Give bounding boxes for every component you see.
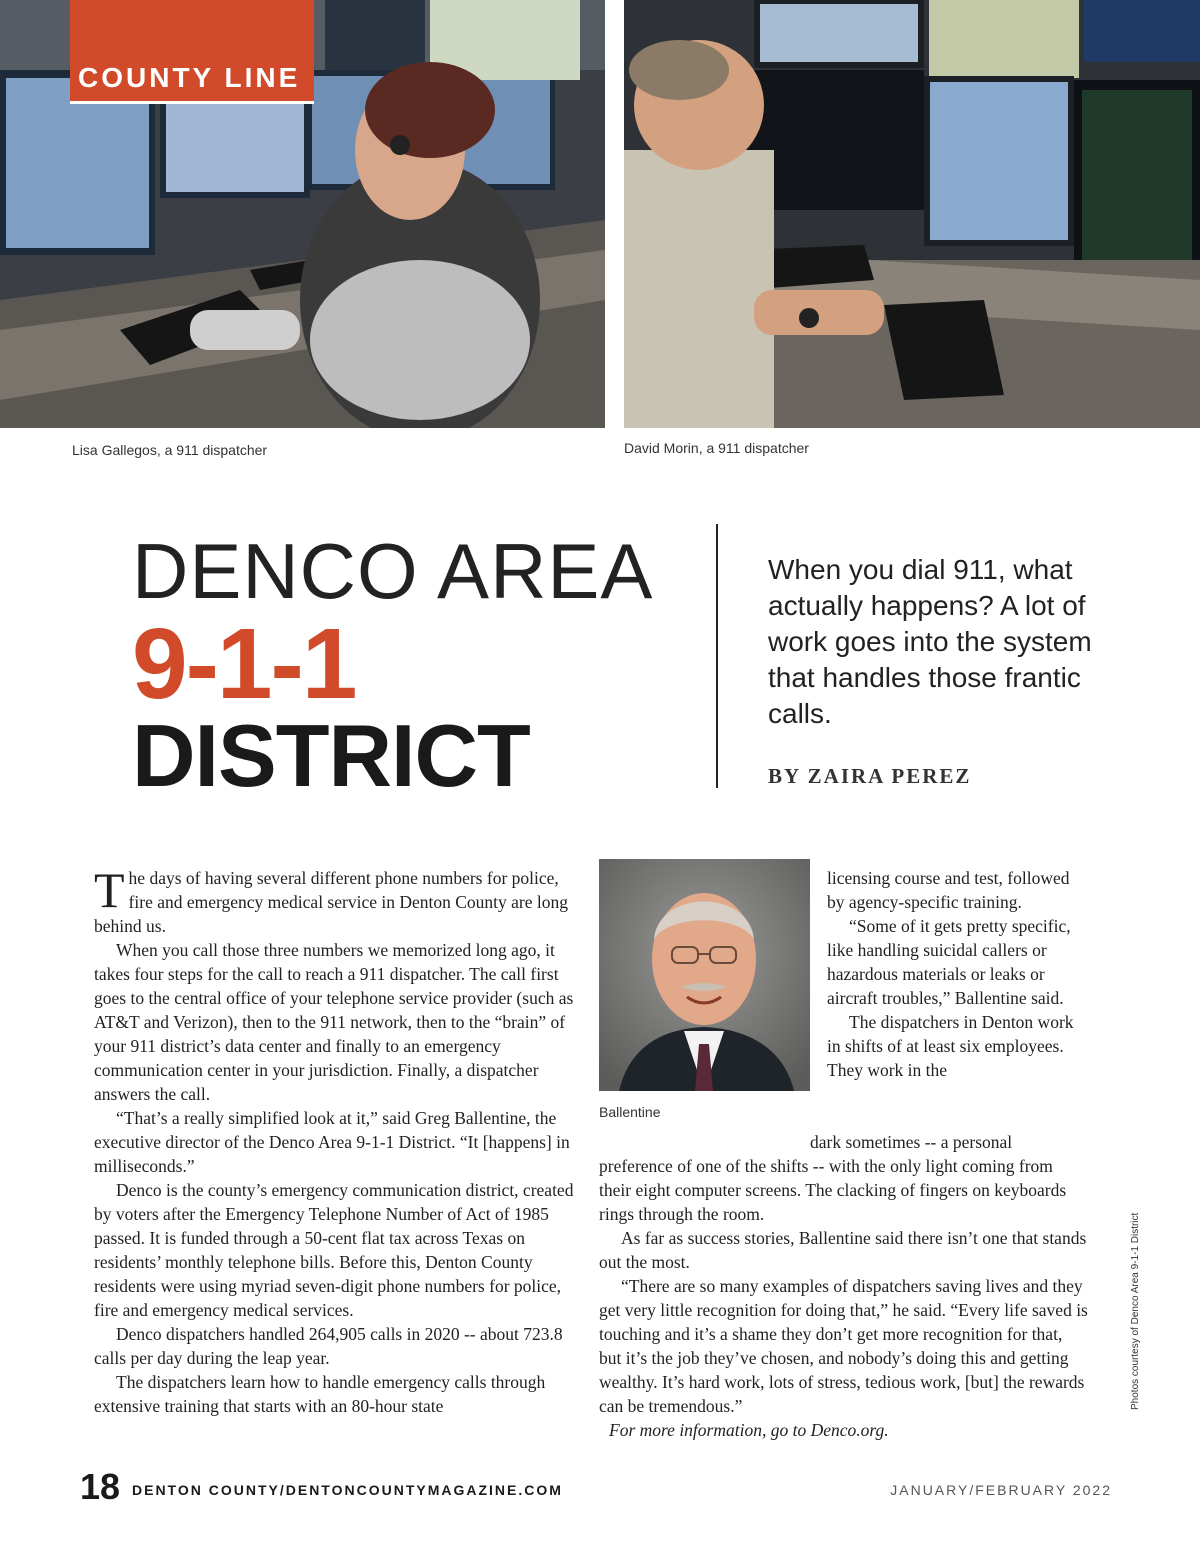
right-photo-caption: David Morin, a 911 dispatcher: [624, 440, 809, 456]
headline-line-2: 9-1-1: [132, 608, 356, 720]
body-column-right-lower: [599, 1154, 1089, 1442]
deck-text: When you dial 911, what actually happens? A lot of work goes into the system that handles those frantic calls.: [768, 554, 1092, 729]
body-paragraph: Denco is the county’s emergency communication district, created by voters after the Emergency Telephone Number of Act of 1985 passed. It is funded through a 50-cent flat tax across Texas on residents’ monthly telephone bills. Before this, Denton County residents were using myriad seven-digit phone numbers for police, fire and emergency medical services.: [94, 1180, 574, 1320]
body-paragraph: “There are so many examples of dispatchers saving lives and they get very little recognition for doing that,” he said. “Every life saved is touching and it’s a shame they don’t get more recognition for that, but it’s the job they’ve chosen, and nobody’s doing this and getting wealthy. It’s hard work, lots of stress, tedious work, [but] the rewards can be tremendous.”: [599, 1276, 1088, 1416]
body-paragraph: When you call those three numbers we memorized long ago, it takes four steps for the call to reach a 911 dispatcher. The call first goes to the central office of your telephone service provider (such as AT&T and Verizon), then to the 911 network, then to the “brain” of your 911 district’s data center and finally to an emergency communication center in your jurisdiction. Finally, a dispatcher answers the call.: [94, 940, 574, 1104]
body-paragraph: licensing course and test, followed by agency-specific training.: [827, 868, 1070, 912]
section-tag: [70, 0, 314, 104]
body-column-right-upper: [827, 866, 1087, 1082]
section-tag-label: COUNTY LINE: [78, 62, 301, 93]
footer-publication: DENTON COUNTY/DENTONCOUNTYMAGAZINE.COM: [132, 1482, 563, 1498]
body-paragraph: preference of one of the shifts -- with the only light coming from their eight computer screens. The clacking of fingers on keyboards rings through the room.: [599, 1156, 1067, 1224]
photo-david-morin: [624, 0, 1200, 428]
portrait-caption: Ballentine: [599, 1104, 661, 1120]
drop-cap: T: [94, 862, 125, 918]
body-paragraph: [94, 862, 578, 938]
body-line-wrap: dark sometimes -- a personal: [810, 1132, 1013, 1152]
body-paragraph: “That’s a really simplified look at it,” said Greg Ballentine, the executive director of the Denco Area 9-1-1 District. “It [happens] in milliseconds.”: [94, 1108, 570, 1176]
body-paragraph: As far as success stories, Ballentine said there isn’t one that stands out the most.: [599, 1228, 1087, 1272]
byline: BY ZAIRA PEREZ: [768, 764, 972, 788]
footer-issue-date: JANUARY/FEBRUARY 2022: [890, 1482, 1112, 1498]
left-photo-caption: Lisa Gallegos, a 911 dispatcher: [72, 442, 268, 458]
body-paragraph: Denco dispatchers handled 264,905 calls in 2020 -- about 723.8 calls per day during the leap year.: [94, 1324, 563, 1368]
body-paragraph-text: he days of having several different phone numbers for police, fire and emergency medical service in Denton County are long behind us.: [94, 868, 568, 936]
headline-line-1: DENCO AREA: [132, 527, 654, 615]
section-tag-rule: [70, 101, 314, 104]
more-info-link-text: For more information, go to Denco.org.: [609, 1420, 889, 1440]
headline-divider: [716, 524, 718, 788]
body-paragraph: The dispatchers learn how to handle emergency calls through extensive training that starts with an 80-hour state: [94, 1372, 546, 1416]
headline-line-3: DISTRICT: [132, 706, 530, 805]
body-paragraph: The dispatchers in Denton work in shifts of at least six employees. They work in the: [827, 1012, 1074, 1080]
body-column-left: [94, 862, 578, 1418]
page-number: 18: [80, 1466, 121, 1507]
photo-credit: Photos courtesy of Denco Area 9-1-1 District: [1130, 1212, 1141, 1410]
body-paragraph: “Some of it gets pretty specific, like handling suicidal callers or hazardous materials or leaks or aircraft troubles,” Ballentine said.: [827, 916, 1071, 1008]
photo-ballentine-portrait: [599, 859, 810, 1091]
